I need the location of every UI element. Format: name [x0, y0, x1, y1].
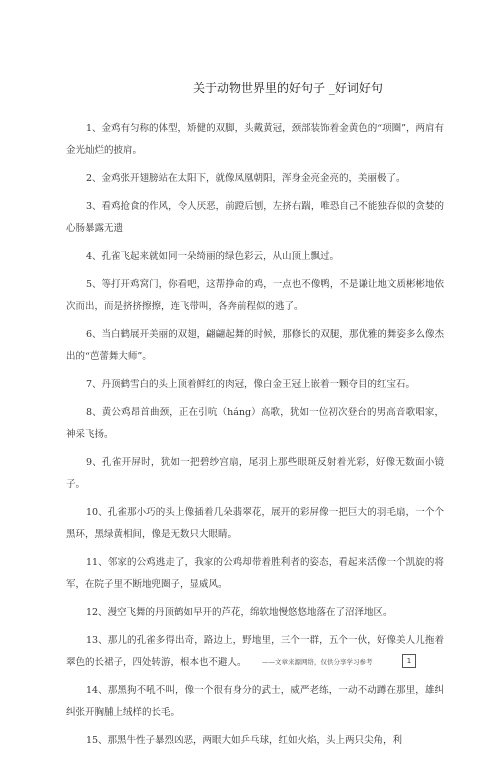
paragraph-14: 14、那黑狗不吼不叫，像一个很有身分的武士，威严老练，一动不动蹲在那里，雄纠纠张开胸脯上绒样的长毛。 [66, 685, 444, 718]
paragraph-6: 6、当白鹤展开美丽的双翅，翩翩起舞的时候，那修长的双腿，那优雅的舞姿多么像杰出的“芭蕾舞大师”。 [66, 329, 444, 362]
source-note: ——文章来源网络，仅供分享学习参考 [262, 658, 373, 666]
paragraph-12: 12、漫空飞舞的丹顶鹤如早开的芦花，绵软地慢悠悠地落在了沼泽地区。 [85, 607, 393, 618]
page-number: 1 [402, 654, 416, 668]
paragraph-2: 2、金鸡张开翅膀站在太阳下，就像凤凰朝阳，浑身金亮金亮的，美丽极了。 [85, 173, 406, 184]
document-body [66, 118, 444, 758]
paragraph-11: 11、邻家的公鸡逃走了，我家的公鸡却带着胜利者的姿态，看起来活像一个凯旋的将军，在院子里不断地兜圈子，显威风。 [66, 557, 444, 590]
paragraph-10: 10、孔雀那小巧的头上像插着几朵翡翠花，展开的彩屏像一把巨大的羽毛扇，一个个黑环，黑绿黄相间，像是无数只大眼睛。 [66, 507, 444, 540]
paragraph-5: 5、等打开鸡窝门，你看吧，这帮挣命的鸡，一点也不像鸭，不是谦让地文质彬彬地依次而出，而是挤挤擦擦，连飞带叫，各奔前程似的逃了。 [66, 279, 444, 312]
paragraph-7: 7、丹顶鹤雪白的头上顶着鲜红的肉冠，像白金王冠上嵌着一颗夺目的红宝石。 [85, 379, 415, 390]
paragraph-13: 13、那儿的孔雀多得出奇，路边上，野地里，三个一群，五个一伙，好像美人儿拖着翠色的长裙子，四处转游，根本也不避人。 [66, 635, 444, 668]
document-title: 关于动物世界里的好句子 _好词好句 [193, 81, 383, 95]
paragraph-4: 4、孔雀飞起来就如同一朵绮丽的绿色彩云，从山顶上飘过。 [85, 251, 339, 262]
paragraph-8: 8、黄公鸡昂首曲颈，正在引吭（háng）高歌，犹如一位初次登台的男高音歌唱家，神采飞扬。 [66, 407, 444, 440]
paragraph-15: 15、那黑牛性子暴烈凶恶，两眼大如乒乓球，红如火焰，头上两只尖角，利 [85, 735, 403, 746]
paragraph-3: 3、看鸡抢食的作风，令人厌恶，前蹬后刨，左挤右踹，唯恐自己不能独吞似的贪婪的心肠暴露无遗 [66, 201, 444, 234]
paragraph-9: 9、孔雀开屏时，犹如一把碧纱宫扇，尾羽上那些眼斑反射着光彩，好像无数面小镜子。 [66, 457, 444, 490]
paragraph-1: 1、金鸡有匀称的体型，矫健的双脚，头戴黄冠，颈部装饰着金黄色的“项圈”，两肩有金光灿烂的披肩。 [66, 123, 444, 156]
